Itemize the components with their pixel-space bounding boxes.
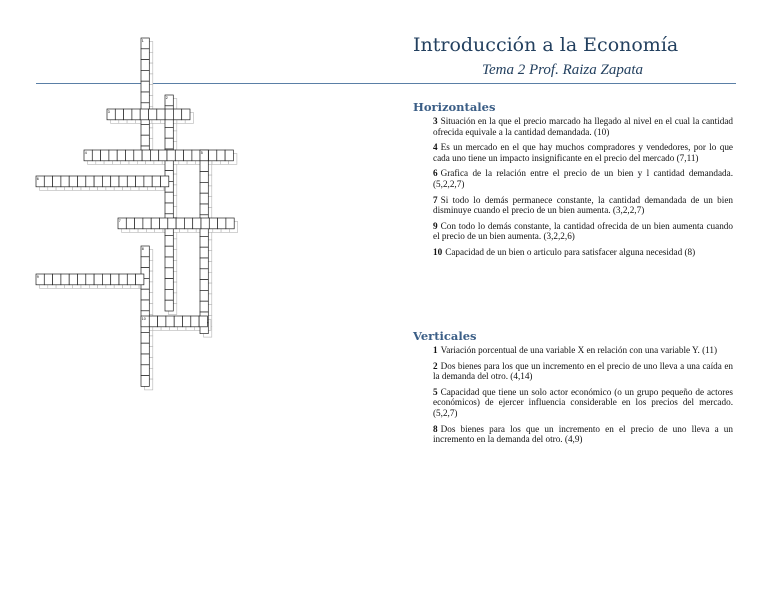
down-heading: Verticales bbox=[413, 329, 477, 343]
page-title: Introducción a la Economía bbox=[413, 34, 679, 56]
crossword-cell[interactable] bbox=[165, 246, 173, 257]
crossword-cell[interactable] bbox=[165, 109, 173, 120]
crossword-cell[interactable] bbox=[143, 218, 151, 229]
crossword-cell[interactable] bbox=[142, 150, 150, 161]
crossword-cell[interactable] bbox=[200, 269, 208, 280]
crossword-cell[interactable] bbox=[191, 316, 199, 327]
crossword-cell[interactable] bbox=[149, 316, 157, 327]
crossword-cell[interactable] bbox=[176, 218, 184, 229]
clue-across-7 bbox=[433, 195, 733, 216]
crossword-cell[interactable] bbox=[174, 316, 182, 327]
crossword-cell[interactable] bbox=[126, 218, 134, 229]
crossword-cell[interactable] bbox=[184, 150, 192, 161]
crossword-cell[interactable] bbox=[152, 176, 160, 187]
clue-text: Variación porcentual de una variable X en relación con una variable Y. (11) bbox=[440, 345, 718, 355]
crossword-cell[interactable] bbox=[200, 290, 208, 301]
clue-text: Dos bienes para los que un incremento en el precio de uno lleva a una caída en la demanda del otro. (4,14) bbox=[433, 360, 733, 382]
crossword-cell[interactable] bbox=[124, 109, 132, 120]
crossword-cell[interactable] bbox=[141, 300, 149, 311]
crossword-cell[interactable] bbox=[127, 274, 135, 285]
clue-across-4 bbox=[433, 142, 733, 163]
clue-text: Capacidad de un bien o articulo para satisfacer alguna necesidad (8) bbox=[445, 246, 696, 257]
crossword-cell[interactable] bbox=[165, 235, 173, 246]
crossword-grid[interactable] bbox=[0, 0, 400, 450]
crossword-cell[interactable] bbox=[209, 150, 217, 161]
crossword-cell[interactable] bbox=[134, 150, 142, 161]
crossword-cell[interactable] bbox=[141, 124, 149, 135]
crossword-cell[interactable] bbox=[69, 274, 77, 285]
crossword-cell[interactable] bbox=[119, 274, 127, 285]
crossword-cell[interactable] bbox=[175, 150, 183, 161]
crossword-cell[interactable] bbox=[69, 176, 77, 187]
cell-number: 10 bbox=[141, 317, 146, 321]
crossword-cell[interactable] bbox=[141, 135, 149, 146]
crossword-cell[interactable] bbox=[53, 274, 61, 285]
crossword-cell[interactable] bbox=[111, 274, 119, 285]
crossword-cell[interactable] bbox=[141, 92, 149, 103]
crossword-cell[interactable] bbox=[86, 176, 94, 187]
crossword-cell[interactable] bbox=[78, 176, 86, 187]
crossword-cell[interactable] bbox=[61, 274, 69, 285]
crossword-cell[interactable] bbox=[192, 150, 200, 161]
crossword-cell[interactable] bbox=[199, 316, 207, 327]
crossword-cell[interactable] bbox=[159, 150, 167, 161]
crossword-cell[interactable] bbox=[78, 274, 86, 285]
crossword-cell[interactable] bbox=[161, 176, 169, 187]
clue-down-1 bbox=[433, 345, 733, 356]
clue-number: 3 bbox=[433, 116, 438, 126]
crossword-cell[interactable] bbox=[200, 247, 208, 258]
crossword-cell[interactable] bbox=[102, 274, 110, 285]
clue-number: 6 bbox=[433, 168, 438, 179]
crossword-cell[interactable] bbox=[165, 257, 173, 268]
crossword-cell[interactable] bbox=[141, 257, 149, 268]
crossword-cell[interactable] bbox=[225, 150, 233, 161]
crossword-cell[interactable] bbox=[117, 150, 125, 161]
crossword-cell[interactable] bbox=[150, 150, 158, 161]
crossword-cell[interactable] bbox=[141, 49, 149, 60]
crossword-cell[interactable] bbox=[184, 218, 192, 229]
crossword-cell[interactable] bbox=[200, 193, 208, 204]
clue-text: Si todo lo demás permanece constante, la cantidad demandada de un bien disminuye cuando el precio de un bien aumenta. (3,2,2,7) bbox=[433, 194, 733, 216]
crossword-cell[interactable] bbox=[165, 160, 173, 171]
page-subtitle: Tema 2 Prof. Raiza Zapata bbox=[482, 62, 643, 78]
clue-number: 9 bbox=[433, 220, 438, 231]
clue-down-5 bbox=[433, 387, 733, 419]
clue-number: 1 bbox=[433, 345, 438, 355]
crossword-cell[interactable] bbox=[136, 176, 144, 187]
crossword-cell[interactable] bbox=[136, 274, 144, 285]
crossword-cell[interactable] bbox=[165, 203, 173, 214]
crossword-cell[interactable] bbox=[226, 218, 234, 229]
clue-down-2 bbox=[433, 361, 733, 382]
crossword-cell[interactable] bbox=[200, 258, 208, 269]
clue-down-8 bbox=[433, 424, 733, 445]
cell-number: 6 bbox=[36, 177, 39, 181]
crossword-cell[interactable] bbox=[160, 218, 168, 229]
crossword-cell[interactable] bbox=[127, 176, 135, 187]
crossword-cell[interactable] bbox=[183, 316, 191, 327]
cell-number: 1 bbox=[141, 39, 144, 43]
clue-text: Con todo lo demás constante, la cantidad ofrecida de un bien aumenta cuando el precio de un bien aumenta. (3,2,2,6) bbox=[433, 220, 733, 242]
crossword-cell[interactable] bbox=[94, 176, 102, 187]
crossword-cell[interactable] bbox=[157, 109, 165, 120]
cell-number: 7 bbox=[118, 219, 121, 223]
crossword-cell[interactable] bbox=[141, 289, 149, 300]
clue-text: Dos bienes para los que un incremento en el precio de uno lleva a un incremento en la demanda del otro. (4,9) bbox=[433, 423, 733, 445]
crossword-cell[interactable] bbox=[126, 150, 134, 161]
cell-number: 4 bbox=[84, 151, 87, 155]
clue-number: 5 bbox=[433, 386, 438, 397]
crossword-cell[interactable] bbox=[200, 182, 208, 193]
cell-number: 3 bbox=[107, 110, 110, 114]
crossword-cell[interactable] bbox=[141, 376, 149, 387]
crossword-cell[interactable] bbox=[151, 218, 159, 229]
crossword-cell[interactable] bbox=[173, 109, 181, 120]
crossword-cell[interactable] bbox=[101, 150, 109, 161]
crossword-cell[interactable] bbox=[218, 218, 226, 229]
crossword-cell[interactable] bbox=[217, 150, 225, 161]
clue-number: 7 bbox=[433, 194, 438, 205]
cell-number: 5 bbox=[200, 151, 203, 155]
crossword-cell[interactable] bbox=[53, 176, 61, 187]
crossword-cell[interactable] bbox=[209, 218, 217, 229]
across-heading: Horizontales bbox=[413, 100, 496, 114]
crossword-cell[interactable] bbox=[140, 109, 148, 120]
clue-across-3 bbox=[433, 116, 733, 137]
crossword-cell[interactable] bbox=[141, 343, 149, 354]
crossword-cell[interactable] bbox=[111, 176, 119, 187]
crossword-cell[interactable] bbox=[141, 70, 149, 81]
crossword-cell[interactable] bbox=[144, 176, 152, 187]
clue-text: Situación en la que el precio marcado ha llegado al nivel en el cual la cantidad ofrecida equivale a la cantidad demandada. (10) bbox=[433, 116, 733, 137]
clue-number: 8 bbox=[433, 423, 438, 434]
crossword-cell[interactable] bbox=[94, 274, 102, 285]
crossword-cell[interactable] bbox=[135, 218, 143, 229]
crossword-cell[interactable] bbox=[200, 280, 208, 291]
clue-text: Grafica de la relación entre el precio de un bien y l cantidad demandada. (5,2,2,7) bbox=[433, 168, 733, 189]
crossword-cell[interactable] bbox=[165, 138, 173, 149]
crossword-cell[interactable] bbox=[165, 300, 173, 311]
crossword-cell[interactable] bbox=[200, 161, 208, 172]
crossword-cell[interactable] bbox=[166, 316, 174, 327]
crossword-cell[interactable] bbox=[132, 109, 140, 120]
crossword-cell[interactable] bbox=[200, 204, 208, 215]
crossword-cell[interactable] bbox=[182, 109, 190, 120]
crossword-cell[interactable] bbox=[119, 176, 127, 187]
crossword-cell[interactable] bbox=[44, 274, 52, 285]
crossword-cell[interactable] bbox=[200, 301, 208, 312]
clue-number: 4 bbox=[433, 142, 438, 153]
crossword-cell[interactable] bbox=[141, 60, 149, 71]
crossword-cell[interactable] bbox=[165, 127, 173, 138]
crossword-cell[interactable] bbox=[165, 268, 173, 279]
across-clues bbox=[413, 100, 733, 263]
cell-number: 9 bbox=[36, 275, 39, 279]
clue-text: Es un mercado en el que hay muchos compradores y vendedores, por lo que cada uno tiene un impacto insignificante en el precio del mercado (7,11) bbox=[433, 142, 733, 163]
clue-text: Capacidad que tiene un solo actor económico (o un grupo pequeño de actores económicos) de ejercer influencia considerable en los precios del mercado. (5,2,7) bbox=[433, 386, 733, 418]
crossword-cell[interactable] bbox=[200, 172, 208, 183]
crossword-cell[interactable] bbox=[141, 354, 149, 365]
down-clues bbox=[413, 329, 733, 450]
crossword-cell[interactable] bbox=[165, 192, 173, 203]
crossword-cell[interactable] bbox=[92, 150, 100, 161]
clue-across-6 bbox=[433, 168, 733, 189]
crossword-cell[interactable] bbox=[168, 218, 176, 229]
crossword-cell[interactable] bbox=[201, 218, 209, 229]
crossword-cell[interactable] bbox=[44, 176, 52, 187]
crossword-cell[interactable] bbox=[193, 218, 201, 229]
crossword-cell[interactable] bbox=[109, 150, 117, 161]
cell-number: 8 bbox=[141, 247, 144, 251]
crossword-cell[interactable] bbox=[158, 316, 166, 327]
cell-number: 2 bbox=[165, 96, 168, 100]
clue-number: 2 bbox=[433, 360, 438, 371]
crossword-cell[interactable] bbox=[86, 274, 94, 285]
crossword-cell[interactable] bbox=[167, 150, 175, 161]
crossword-cell[interactable] bbox=[115, 109, 123, 120]
crossword-cell[interactable] bbox=[61, 176, 69, 187]
crossword-cell[interactable] bbox=[165, 279, 173, 290]
crossword-cell[interactable] bbox=[141, 81, 149, 92]
crossword-cell[interactable] bbox=[165, 289, 173, 300]
crossword-cell[interactable] bbox=[149, 109, 157, 120]
clue-across-10 bbox=[433, 247, 733, 258]
crossword-cell[interactable] bbox=[200, 236, 208, 247]
crossword-cell[interactable] bbox=[141, 365, 149, 376]
crossword-cell[interactable] bbox=[102, 176, 110, 187]
clue-number: 10 bbox=[433, 246, 443, 257]
clue-across-9 bbox=[433, 221, 733, 242]
crossword-cell[interactable] bbox=[141, 332, 149, 343]
